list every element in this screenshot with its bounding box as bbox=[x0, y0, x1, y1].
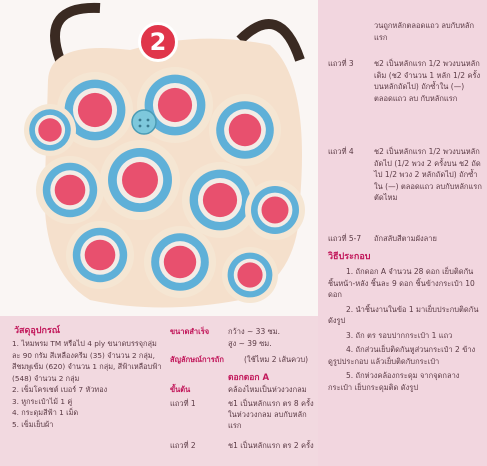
crochet-motif bbox=[262, 197, 289, 224]
crochet-motif bbox=[38, 118, 61, 141]
crochet-motif bbox=[229, 114, 261, 146]
assembly-step: 2. นำชิ้นงานในข้อ 1 มาเย็บประกบติดกัน ดังรูป bbox=[328, 304, 479, 325]
materials-section bbox=[0, 318, 162, 466]
row-text: ช2 เป็นหลักแรก 1/2 พวงบนหลักเดิม (ช2 จำนวน 1 หลัก 1/2 ครั้งบนหลักถัดไป) ถักซ้ำใน (—) ตลอดแถว ลบ กับหลักแรก bbox=[374, 59, 481, 103]
crochet-motif bbox=[237, 262, 262, 287]
row-label: แถวที่ 5-7 bbox=[328, 234, 362, 243]
size-width: กว้าง ~ 33 ซม. bbox=[228, 327, 281, 336]
row-label: แถวที่ 2 bbox=[170, 441, 196, 450]
motif-title: ดอกดอก A bbox=[228, 373, 270, 383]
assembly-step: 1. ถักดอก A จำนวน 28 ดอก เย็บติดกันชิ้นหน้า-หลัง ชิ้นละ 9 ดอก ชิ้นข้างกระเป๋า 10 ดอก bbox=[328, 267, 475, 299]
material-item: 4. กระดุมสีฟ้า 1 เม็ด bbox=[12, 408, 79, 417]
materials-list bbox=[12, 338, 162, 430]
row-text: ถักสลับสีตามผังลาย bbox=[374, 234, 437, 243]
crochet-motif bbox=[85, 240, 116, 271]
assembly-step: 3. ถัก ตร รอบปากกระเป๋า 1 แถว bbox=[346, 330, 453, 340]
step-label: ขั้นต้น bbox=[170, 385, 191, 394]
material-item: 3. หูกระเป๋าไม้ 1 คู่ bbox=[12, 396, 73, 406]
step-text: คล้องไหมเป็นห่วงวงกลม bbox=[228, 385, 307, 394]
bag-button-icon bbox=[132, 110, 156, 134]
material-item: 1. ไหมพรม TM หรือไป 4 ply ขนาดบรรจุกลุ่มละ 90 กรัม สีเหลืองครีม (35) จำนวน 2 กลุ่ม, สีชมพูเข้ม (620) จำนวน 1 กลุ่ม, สีฟ้าเหลือบฟ้า (548) จำนวน 2 กลุ่ม bbox=[12, 339, 162, 383]
row-label: แถวที่ 1 bbox=[170, 399, 196, 408]
crochet-motif bbox=[164, 246, 196, 278]
row-text: ช2 เป็นหลักแรก 1/2 พวงบนหลักถัดไป (1/2 พวง 2 ครั้งบน ช2 ถัดไป 1/2 พวง 2 หลักถัดไป) ถักซ้ำใน (—) ตลอดแถว ลบกับหลักแรก ตัดไหม bbox=[374, 147, 482, 202]
crochet-motif bbox=[122, 162, 158, 198]
assembly-step: 5. ถักห่วงคล้องกระดุม จากจุดกลางกระเป๋า เย็บกระดุมติด ดังรูป bbox=[328, 371, 460, 392]
size-label: ขนาดสำเร็จ bbox=[170, 327, 210, 336]
row-3 bbox=[328, 58, 486, 138]
material-item: 5. เข็มเย็บผ้า bbox=[12, 419, 54, 429]
row-text: ช1 เป็นหลักแรก ตร 8 ครั้งในห่วงวงกลม ลบกับหลักแรก bbox=[228, 399, 314, 430]
pattern-number-badge: 2 bbox=[138, 22, 178, 62]
row-text: ช1 เป็นหลักแรก ตร 2 ครั้ง bbox=[228, 441, 314, 450]
assembly-steps bbox=[328, 266, 480, 396]
assembly-step: 4. ถักส่วนเย็บติดกันหูส่วนกระเป๋า 2 ข้าง ดูรูปประกอบ แล้วเย็บติดกับกระเป๋า bbox=[328, 345, 476, 366]
crochet-motif bbox=[78, 93, 112, 127]
row-label: แถวที่ 4 bbox=[328, 147, 354, 156]
size-height: สูง ~ 39 ซม. bbox=[228, 339, 272, 348]
crochet-motif bbox=[203, 183, 237, 217]
row-5-7 bbox=[328, 233, 486, 247]
row-4 bbox=[328, 146, 486, 236]
specs-section bbox=[166, 318, 318, 466]
crochet-motif bbox=[158, 88, 192, 122]
materials-title: วัสดุอุปกรณ์ bbox=[14, 326, 61, 336]
abbr-label: สัญลักษณ์การถัก bbox=[170, 355, 224, 364]
assembly-title: วิธีประกอบ bbox=[328, 252, 371, 262]
bag-photo bbox=[0, 0, 318, 316]
instructions-column: วนถูกหลักตลอดแถว ลบกับหลักแรก แถวที่ 3 ช2 เป็นหลักแรก 1/2 พวงบนหลักเดิม (ช2 จำนวน 1 หลัก 1/2 ครั้งบนหลักถัดไป) ถักซ้ำใน (—) ตลอดแถว ลบ กับหลักแรก แถวที่ 4 ช2 เป็นหลักแรก 1/2 พวงบนหลักถัดไป (1/2 พวง 2 ครั้งบน ช2 ถัดไป 1/2 พวง 2 หลักถัดไป) ถักซ้ำใน (—) ตลอดแถว ลบกับหลักแรก ตัดไหม แถวที่ 5-7 ถักสลับสีตามผังลาย วิธีประกอบ 1. ถักดอก A จำนวน 28 ดอก เย็บติดกันชิ้นหน้า-หลัง ชิ้นละ 9 ดอก ชิ้นข้างกระเป๋า 10 ดอก 2. นำชิ้นงานในข้อ 1 มาเย็บประกบติดกัน ดังรูป 3. ถัก ตร รอบปากกระเป๋า 1 แถว 4. ถักส่วนเย็บติดกันหูส่วนกระเป๋า 2 ข้าง ดูรูปประกอบ แล้วเย็บติดกับกระเป๋า 5. ถักห่วงคล้องกระดุม จากจุดกลางกระเป๋า เย็บกระดุมติด ดังรูป bbox=[318, 0, 487, 466]
row-label: แถวที่ 3 bbox=[328, 59, 354, 68]
abbr-note: (ใช้ไหม 2 เส้นควบ) bbox=[244, 355, 309, 364]
crochet-motif bbox=[55, 175, 86, 206]
material-item: 2. เข็มโครเชต์ เบอร์ 7 หัวทอง bbox=[12, 385, 108, 394]
